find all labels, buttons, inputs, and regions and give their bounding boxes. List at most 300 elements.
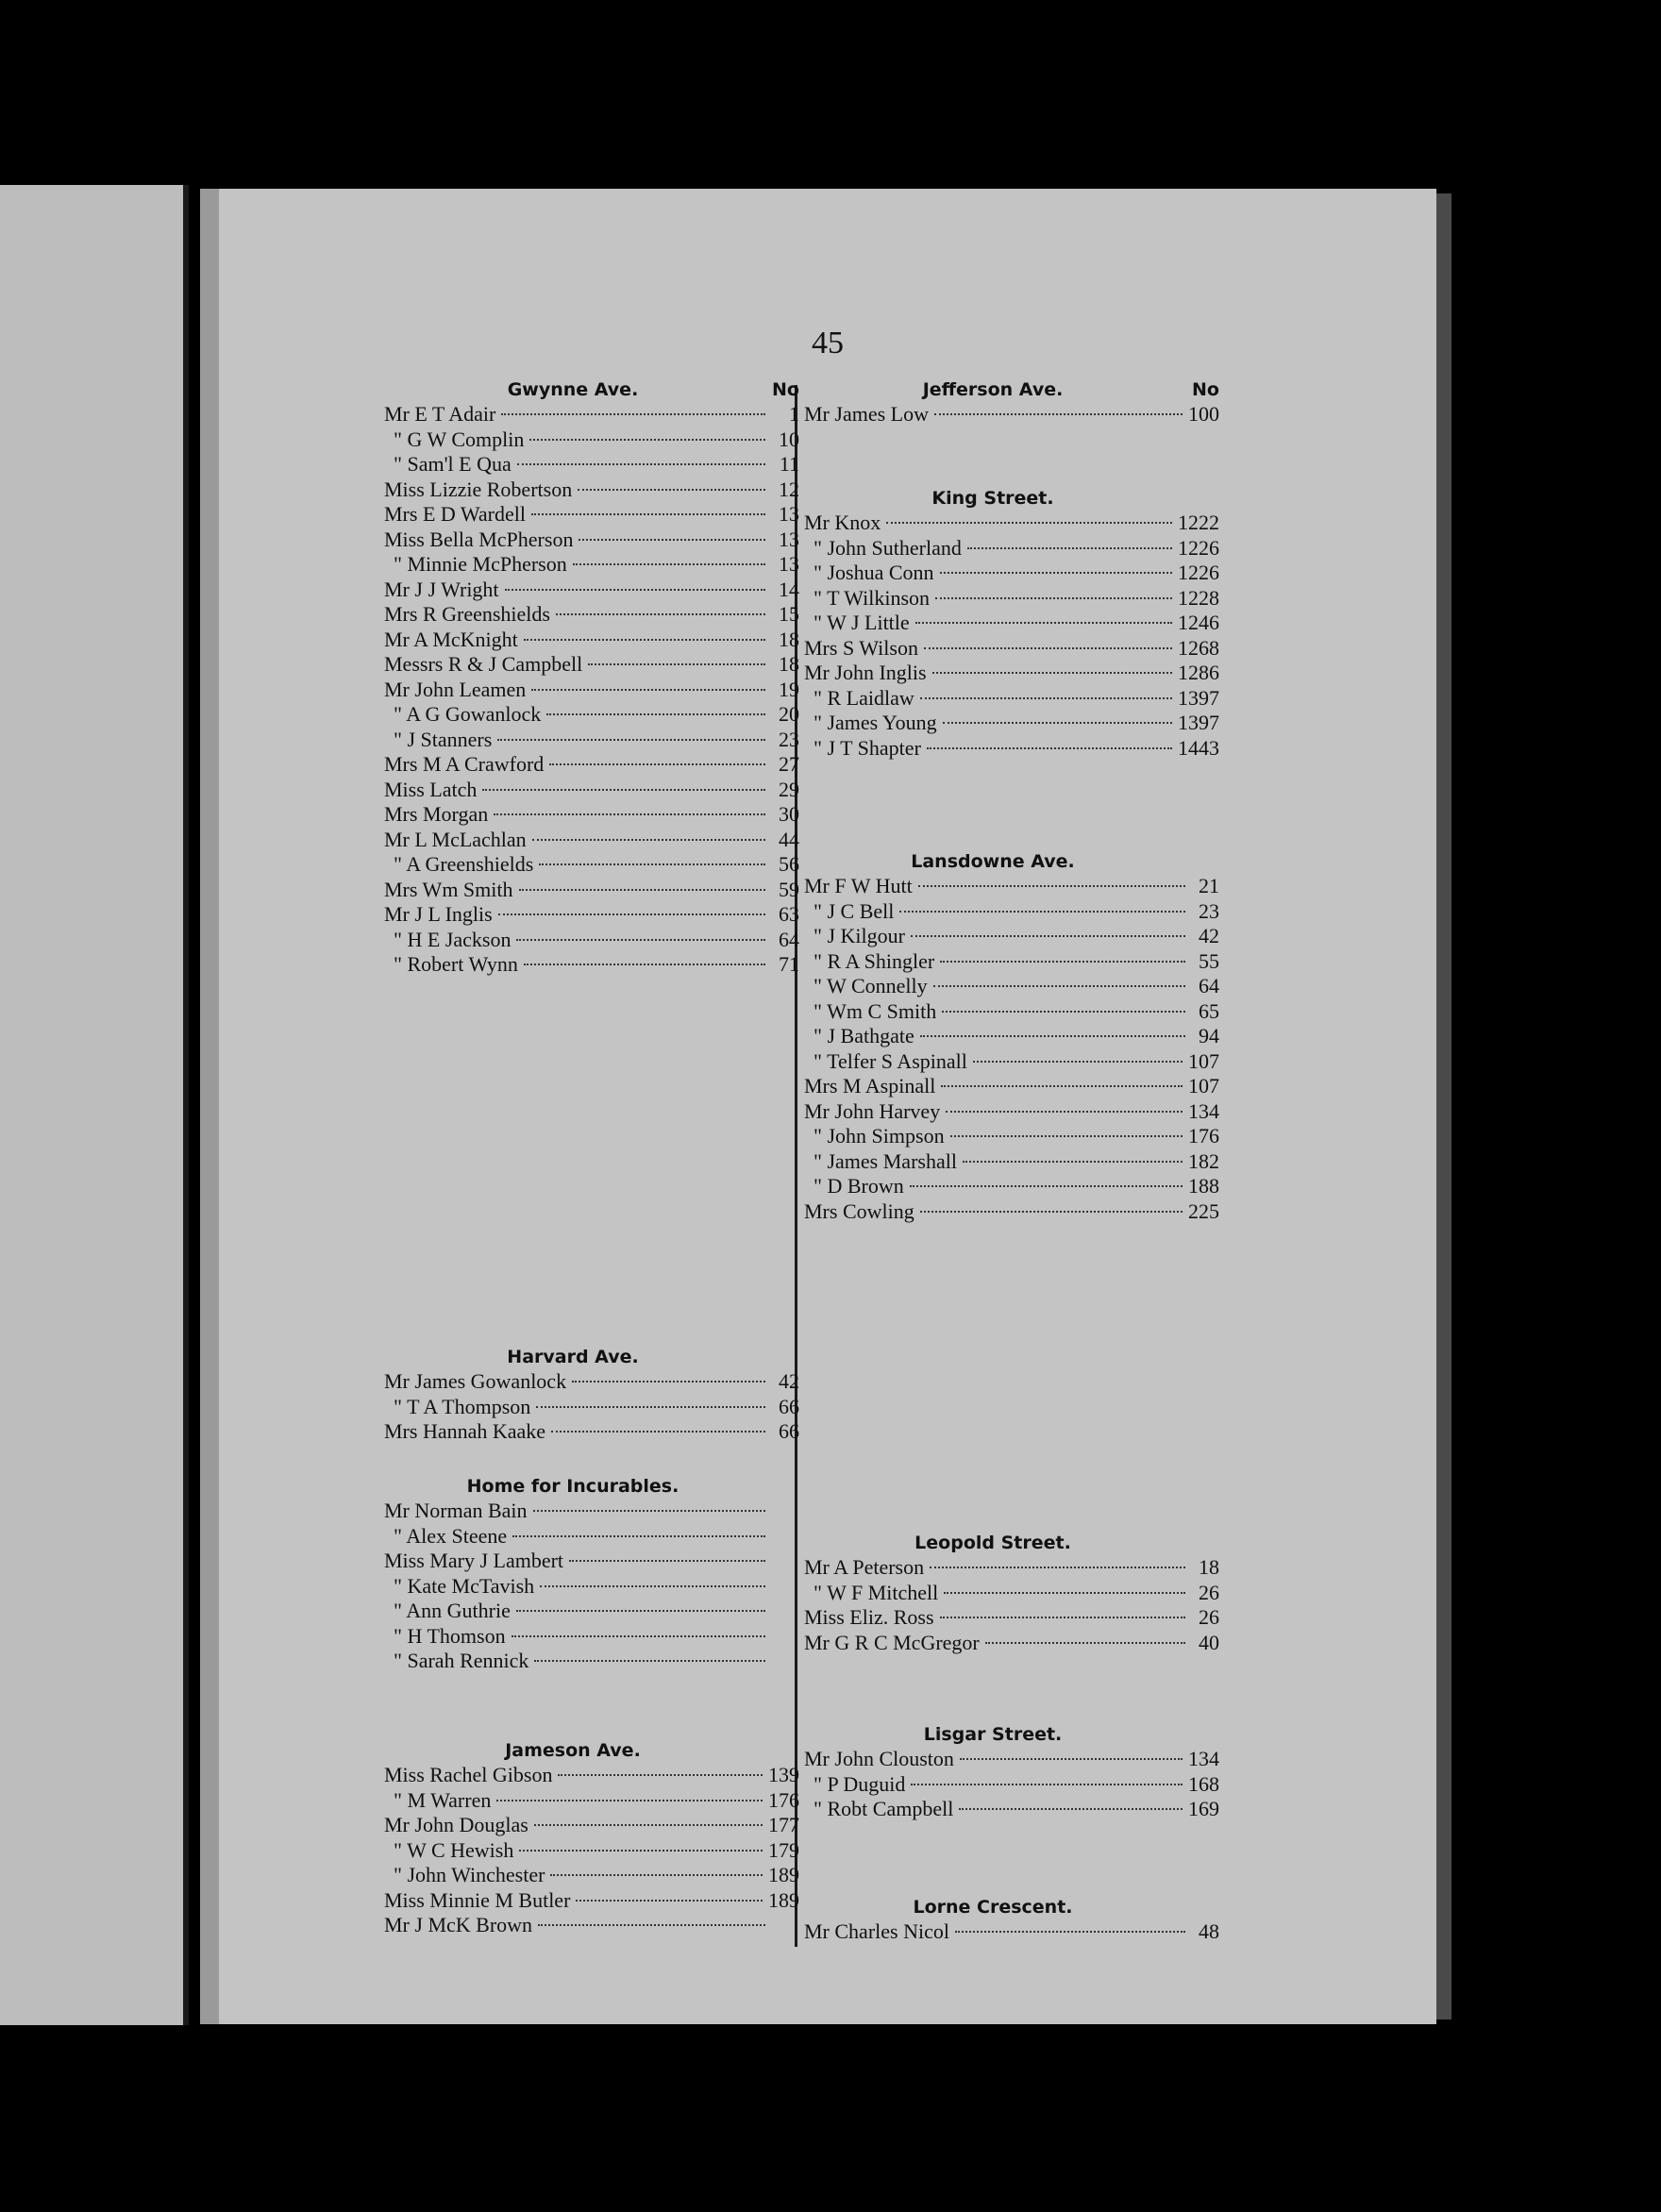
directory-entry: [804, 711, 1219, 736]
directory-entry: [384, 878, 799, 903]
dot-leader: [934, 413, 1183, 415]
house-number: 26: [1199, 1580, 1219, 1604]
resident-name: Mr John Clouston: [804, 1747, 954, 1770]
directory-entry: [804, 1099, 1219, 1125]
directory-entry: [384, 652, 799, 678]
resident-name: Mr J L Inglis: [384, 902, 493, 926]
directory-entry: [804, 1199, 1219, 1225]
street-title: Lorne Crescent.: [913, 1897, 1073, 1918]
house-number: 176: [1188, 1124, 1219, 1148]
dot-leader: [529, 439, 765, 441]
directory-page: [200, 189, 1436, 2024]
dot-leader: [944, 1592, 1185, 1594]
resident-name: Miss Rachel Gibson: [384, 1763, 553, 1786]
dot-leader: [512, 1535, 765, 1537]
resident-name: " James Young: [814, 711, 937, 734]
directory-entry: [384, 1763, 799, 1788]
street-section: [384, 1474, 799, 1674]
resident-name: Mr Charles Nicol: [804, 1919, 949, 1943]
dot-leader: [558, 1774, 763, 1776]
house-number: 23: [1199, 898, 1219, 923]
house-number: 66: [779, 1394, 799, 1418]
directory-entry: [804, 974, 1219, 999]
directory-entry: [384, 902, 799, 928]
house-number: 139: [768, 1763, 799, 1786]
directory-entry: [384, 578, 799, 603]
previous-page-edge: [0, 185, 189, 2025]
dot-leader: [935, 597, 1172, 599]
house-number: 182: [1188, 1148, 1219, 1173]
house-number: 65: [1199, 998, 1219, 1023]
dot-leader: [501, 413, 765, 415]
resident-name: Mr L McLachlan: [384, 827, 527, 851]
resident-name: Mr A Peterson: [804, 1555, 925, 1579]
resident-name: " P Duguid: [814, 1771, 906, 1796]
directory-entry: [804, 1149, 1219, 1175]
street-section: [804, 486, 1219, 761]
house-number: 19: [779, 677, 799, 701]
resident-name: Mrs R Greenshields: [384, 602, 550, 626]
resident-name: " Wm C Smith: [814, 998, 937, 1023]
directory-entry: [804, 1174, 1219, 1199]
street-section: [804, 377, 1219, 427]
directory-entry: [804, 1581, 1219, 1606]
house-number: 1397: [1178, 685, 1219, 710]
dot-leader: [924, 647, 1172, 649]
resident-name: " John Simpson: [814, 1124, 945, 1148]
resident-name: " M Warren: [394, 1787, 492, 1812]
resident-name: Mrs Hannah Kaake: [384, 1419, 546, 1443]
house-number: 12: [779, 477, 799, 501]
directory-entry: [384, 502, 799, 528]
dot-leader: [918, 885, 1185, 887]
house-number: 21: [1199, 874, 1219, 897]
dot-leader: [940, 572, 1172, 574]
resident-name: " Sarah Rennick: [394, 1649, 529, 1672]
directory-entry: [804, 874, 1219, 899]
directory-entry: [384, 1549, 799, 1574]
street-heading: [804, 377, 1219, 402]
house-number: 1397: [1178, 711, 1219, 734]
dot-leader: [516, 939, 765, 941]
dot-leader: [911, 1784, 1183, 1785]
house-number: 23: [779, 727, 799, 751]
house-number: 30: [779, 802, 799, 826]
directory-entry: [384, 1419, 799, 1445]
resident-name: " W F Mitchell: [814, 1580, 939, 1604]
resident-name: Mrs Wm Smith: [384, 877, 513, 901]
house-number: 169: [1188, 1797, 1219, 1820]
entry-list: [804, 1919, 1219, 1945]
dot-leader: [933, 985, 1185, 987]
resident-name: " A G Gowanlock: [394, 702, 542, 726]
dot-leader: [940, 1617, 1185, 1618]
house-number: 94: [1199, 1024, 1219, 1047]
house-number: 134: [1188, 1747, 1219, 1770]
house-number: 1228: [1178, 585, 1219, 610]
directory-entry: [384, 528, 799, 553]
resident-name: " Telfer S Aspinall: [814, 1048, 967, 1073]
street-section: [804, 1895, 1219, 1945]
street-section: [384, 1345, 799, 1445]
resident-name: " Joshua Conn: [814, 561, 934, 584]
dot-leader: [531, 689, 765, 691]
entry-list: [804, 402, 1219, 427]
house-number: 107: [1188, 1074, 1219, 1098]
dot-leader: [942, 1011, 1185, 1013]
resident-name: Mrs Morgan: [384, 802, 489, 826]
resident-name: " Kate McTavish: [394, 1573, 535, 1598]
entry-list: [384, 402, 799, 978]
directory-entry: [804, 636, 1219, 662]
house-number: 26: [1199, 1605, 1219, 1629]
resident-name: " Ann Guthrie: [394, 1599, 511, 1622]
resident-name: " T A Thompson: [394, 1394, 531, 1418]
street-title: Gwynne Ave.: [507, 379, 639, 400]
house-number: 1286: [1178, 661, 1219, 684]
resident-name: " Robt Campbell: [814, 1797, 954, 1820]
resident-name: Mrs S Wilson: [804, 635, 918, 660]
dot-leader: [498, 913, 765, 915]
house-number: 29: [779, 777, 799, 801]
directory-entry: [804, 561, 1219, 586]
page-gutter: [183, 185, 189, 2025]
resident-name: Mrs E D Wardell: [384, 502, 526, 526]
dot-leader: [930, 1567, 1185, 1568]
resident-name: Mr J McK Brown: [384, 1913, 533, 1936]
dot-leader: [911, 935, 1185, 937]
directory-entry: [804, 1747, 1219, 1772]
house-number: 48: [1199, 1919, 1219, 1943]
resident-name: Mr John Douglas: [384, 1813, 528, 1836]
resident-name: Mr E T Adair: [384, 402, 496, 426]
dot-leader: [524, 639, 765, 641]
dot-leader: [497, 739, 765, 741]
house-number: 64: [1199, 974, 1219, 997]
street-heading: [384, 1345, 799, 1369]
directory-entry: [804, 924, 1219, 949]
street-title: Jameson Ave.: [505, 1740, 641, 1761]
dot-leader: [494, 813, 765, 815]
page-right-edge: [1436, 193, 1451, 2019]
street-heading: [384, 1738, 799, 1763]
dot-leader: [519, 889, 765, 891]
house-number: 56: [779, 852, 799, 876]
resident-name: Miss Eliz. Ross: [804, 1605, 934, 1629]
house-number: 11: [779, 452, 799, 476]
house-number: 176: [768, 1787, 799, 1812]
house-number: 189: [768, 1887, 799, 1912]
street-title: Lansdowne Ave.: [911, 851, 1075, 872]
resident-name: Mr G R C McGregor: [804, 1630, 980, 1654]
street-section: [804, 849, 1219, 1224]
resident-name: " W J Little: [814, 611, 910, 634]
dot-leader: [950, 1135, 1183, 1137]
directory-entry: [804, 1605, 1219, 1631]
house-number: 13: [779, 527, 799, 551]
directory-entry: [804, 1024, 1219, 1049]
resident-name: " R Laidlaw: [814, 685, 914, 710]
house-number: 107: [1188, 1048, 1219, 1073]
dot-leader: [534, 1660, 765, 1662]
directory-entry: [384, 852, 799, 878]
resident-name: " Alex Steene: [394, 1523, 508, 1548]
binding-shadow: [200, 189, 219, 2024]
directory-entry: [384, 952, 799, 978]
dot-leader: [967, 547, 1172, 549]
street-section: [384, 377, 799, 978]
dot-leader: [963, 1161, 1183, 1163]
directory-entry: [804, 1049, 1219, 1075]
house-number: 1: [789, 402, 799, 426]
resident-name: Mr John Inglis: [804, 661, 927, 684]
dot-leader: [946, 1111, 1183, 1113]
directory-entry: [384, 702, 799, 728]
directory-entry: [384, 678, 799, 703]
directory-entry: [804, 611, 1219, 636]
dot-leader: [578, 489, 765, 491]
house-number: 10: [779, 427, 799, 451]
street-title: Harvard Ave.: [507, 1347, 639, 1367]
directory-entry: [384, 452, 799, 478]
directory-entry: [384, 1395, 799, 1420]
dot-leader: [536, 1406, 765, 1408]
number-column-label: No: [1192, 379, 1219, 400]
street-heading: [804, 1722, 1219, 1747]
entry-list: [804, 1747, 1219, 1822]
directory-entry: [804, 949, 1219, 975]
dot-leader: [533, 1510, 765, 1512]
directory-entry: [804, 586, 1219, 612]
house-number: 20: [779, 702, 799, 726]
resident-name: Mr F W Hutt: [804, 874, 913, 897]
resident-name: " Minnie McPherson: [394, 552, 567, 576]
resident-name: Mrs M Aspinall: [804, 1074, 936, 1098]
directory-entry: [384, 1574, 799, 1600]
directory-entry: [804, 686, 1219, 712]
house-number: 64: [779, 927, 799, 951]
house-number: 188: [1188, 1174, 1219, 1198]
directory-entry: [384, 552, 799, 578]
directory-entry: [384, 628, 799, 653]
resident-name: Miss Latch: [384, 777, 478, 801]
dot-leader: [920, 1211, 1183, 1213]
dot-leader: [539, 863, 765, 865]
directory-entry: [804, 1772, 1219, 1798]
house-number: 1222: [1178, 511, 1219, 534]
dot-leader: [482, 789, 765, 791]
resident-name: " W C Hewish: [394, 1837, 514, 1862]
resident-name: " J C Bell: [814, 898, 895, 923]
street-heading: [804, 486, 1219, 511]
house-number: 1226: [1178, 561, 1219, 584]
directory-entry: [804, 736, 1219, 762]
directory-entry: [804, 402, 1219, 427]
resident-name: Mrs M A Crawford: [384, 752, 545, 776]
resident-name: " J Kilgour: [814, 924, 905, 947]
house-number: 18: [1199, 1555, 1219, 1579]
resident-name: " J Bathgate: [814, 1024, 914, 1047]
dot-leader: [505, 589, 765, 591]
resident-name: " James Marshall: [814, 1148, 957, 1173]
street-title: Leopold Street.: [914, 1533, 1071, 1553]
entry-list: [384, 1763, 799, 1938]
house-number: 44: [779, 827, 799, 851]
resident-name: " A Greenshields: [394, 852, 534, 876]
street-heading: [804, 1531, 1219, 1555]
house-number: 40: [1199, 1630, 1219, 1654]
dot-leader: [910, 1185, 1183, 1187]
directory-entry: [384, 1524, 799, 1550]
directory-entry: [804, 999, 1219, 1025]
house-number: 27: [779, 752, 799, 776]
street-section: [804, 1531, 1219, 1655]
street-heading: [804, 849, 1219, 874]
street-title: King Street.: [931, 488, 1054, 509]
page-number: 45: [812, 326, 844, 360]
directory-entry: [384, 478, 799, 503]
house-number: 15: [779, 602, 799, 626]
resident-name: Miss Lizzie Robertson: [384, 477, 573, 501]
resident-name: Mr John Harvey: [804, 1098, 941, 1123]
entry-list: [804, 1555, 1219, 1655]
house-number: 66: [779, 1419, 799, 1443]
dot-leader: [569, 1560, 765, 1562]
house-number: 179: [768, 1837, 799, 1862]
dot-leader: [576, 1900, 763, 1902]
directory-entry: [384, 778, 799, 803]
street-heading: [804, 1895, 1219, 1919]
house-number: 42: [779, 1369, 799, 1393]
directory-entry: [384, 752, 799, 778]
directory-entry: [384, 1369, 799, 1395]
house-number: 1268: [1178, 635, 1219, 660]
dot-leader: [579, 539, 765, 541]
resident-name: Mr A McKnight: [384, 627, 518, 651]
dot-leader: [932, 672, 1172, 674]
dot-leader: [517, 463, 765, 465]
resident-name: Messrs R & J Campbell: [384, 652, 583, 676]
dot-leader: [538, 1924, 765, 1926]
dot-leader: [573, 563, 765, 565]
directory-entry: [384, 1649, 799, 1674]
dot-leader: [959, 1808, 1183, 1810]
resident-name: Miss Mary J Lambert: [384, 1549, 564, 1572]
dot-leader: [899, 911, 1185, 913]
dot-leader: [519, 1850, 763, 1852]
house-number: 13: [779, 502, 799, 526]
resident-name: Mr J J Wright: [384, 577, 499, 601]
directory-entry: [384, 402, 799, 427]
directory-entry: [384, 1813, 799, 1838]
directory-entry: [804, 511, 1219, 536]
resident-name: " D Brown: [814, 1174, 904, 1198]
resident-name: " H Thomson: [394, 1623, 506, 1648]
dot-leader: [531, 513, 765, 515]
house-number: 71: [779, 952, 799, 976]
house-number: 59: [779, 877, 799, 901]
dot-leader: [955, 1931, 1185, 1933]
dot-leader: [920, 697, 1172, 699]
directory-entry: [804, 1919, 1219, 1945]
dot-leader: [549, 763, 765, 765]
directory-entry: [804, 1555, 1219, 1581]
directory-entry: [804, 536, 1219, 561]
resident-name: " John Winchester: [394, 1863, 545, 1886]
resident-name: " H E Jackson: [394, 927, 512, 951]
directory-entry: [384, 1599, 799, 1624]
directory-entry: [384, 1499, 799, 1524]
directory-entry: [384, 602, 799, 628]
house-number: 63: [779, 902, 799, 926]
dot-leader: [588, 663, 765, 665]
dot-leader: [943, 722, 1172, 724]
house-number: 168: [1188, 1771, 1219, 1796]
dot-leader: [516, 1610, 765, 1612]
house-number: 42: [1199, 924, 1219, 947]
number-column-label: No: [772, 379, 799, 400]
dot-leader: [546, 713, 765, 715]
directory-entry: [384, 1838, 799, 1864]
directory-entry: [804, 1631, 1219, 1656]
resident-name: Mr Norman Bain: [384, 1499, 528, 1522]
house-number: 1443: [1178, 735, 1219, 760]
house-number: 18: [779, 652, 799, 676]
directory-entry: [384, 427, 799, 453]
entry-list: [384, 1499, 799, 1674]
house-number: 177: [768, 1813, 799, 1836]
directory-entry: [384, 1913, 799, 1938]
directory-entry: [804, 1124, 1219, 1149]
street-title: Lisgar Street.: [923, 1724, 1063, 1745]
resident-name: " Sam'l E Qua: [394, 452, 512, 476]
house-number: 13: [779, 552, 799, 576]
resident-name: Mr James Low: [804, 402, 929, 426]
street-section: [384, 1738, 799, 1938]
directory-entry: [384, 928, 799, 953]
house-number: 225: [1188, 1198, 1219, 1223]
dot-leader: [960, 1758, 1183, 1760]
house-number: 100: [1188, 402, 1219, 426]
house-number: 18: [779, 627, 799, 651]
resident-name: " W Connelly: [814, 974, 928, 997]
house-number: 134: [1188, 1098, 1219, 1123]
dot-leader: [915, 622, 1172, 624]
dot-leader: [920, 1035, 1185, 1037]
street-title: Home for Incurables.: [466, 1476, 680, 1497]
house-number: 1246: [1178, 611, 1219, 634]
street-heading: [384, 377, 799, 402]
street-section: [804, 1722, 1219, 1822]
directory-entry: [804, 1074, 1219, 1099]
resident-name: " John Sutherland: [814, 535, 962, 560]
resident-name: " T Wilkinson: [814, 585, 931, 610]
dot-leader: [985, 1642, 1185, 1644]
dot-leader: [524, 964, 765, 965]
resident-name: Mrs Cowling: [804, 1198, 914, 1223]
resident-name: Mr John Leamen: [384, 677, 527, 701]
dot-leader: [886, 522, 1172, 524]
entry-list: [804, 874, 1219, 1224]
dot-leader: [572, 1381, 765, 1382]
house-number: 1226: [1178, 535, 1219, 560]
dot-leader: [534, 1824, 763, 1826]
directory-entry: [804, 661, 1219, 686]
house-number: 55: [1199, 948, 1219, 973]
directory-entry: [384, 802, 799, 828]
dot-leader: [973, 1061, 1183, 1063]
resident-name: " J Stanners: [394, 727, 493, 751]
